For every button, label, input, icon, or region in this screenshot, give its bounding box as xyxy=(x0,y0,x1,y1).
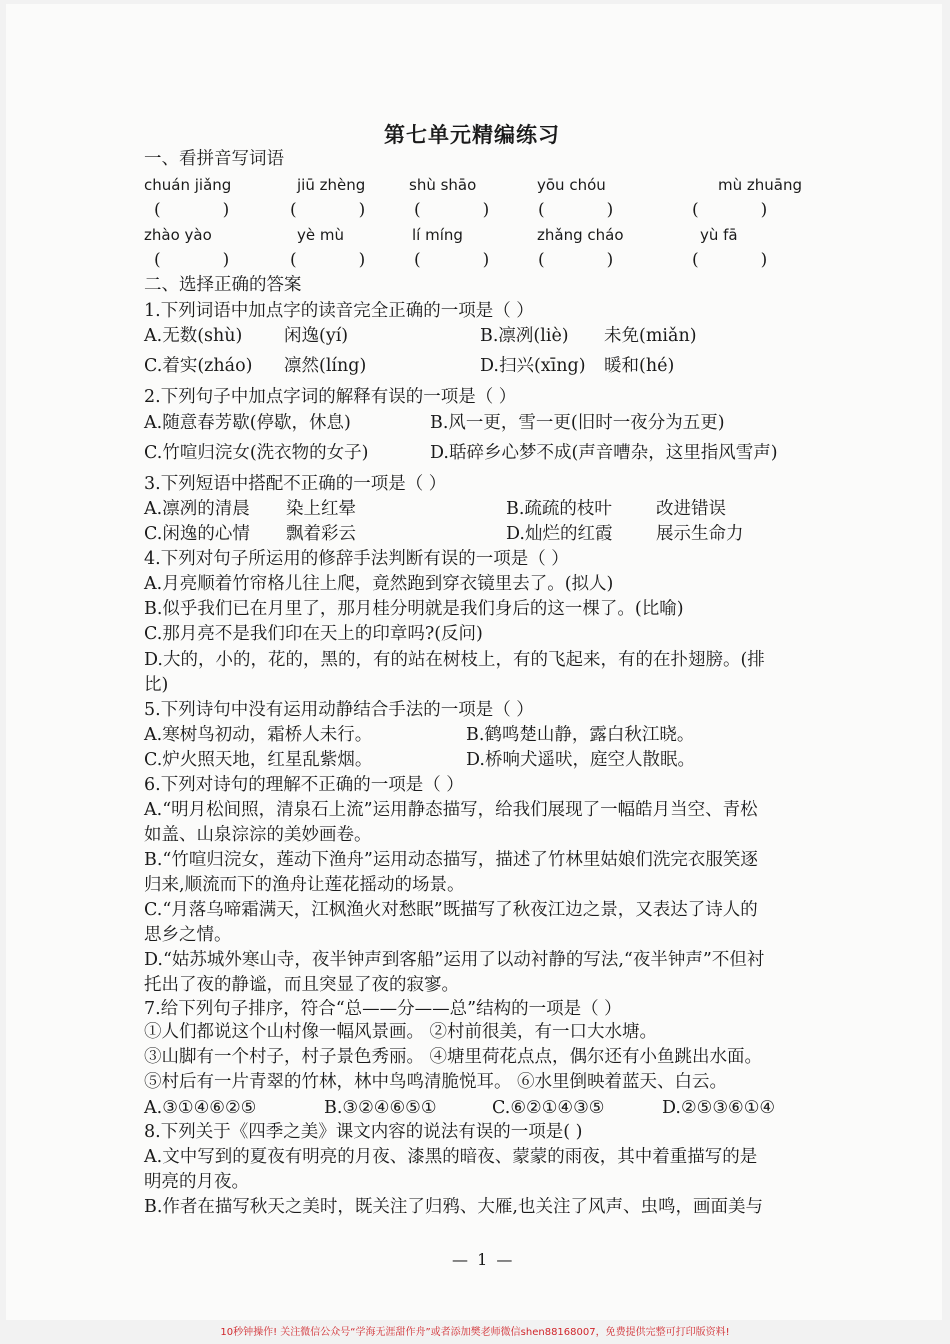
q6-option-d-cont: 托出了夜的静谧，而且突显了夜的寂寥。 xyxy=(144,975,459,995)
q1-option-d-word2: 暖和(hé) xyxy=(604,356,675,376)
q6-option-c[interactable]: C.“月落乌啼霜满天，江枫渔火对愁眠”既描写了秋夜江边之景，又表达了诗人的 xyxy=(144,900,758,920)
q8-option-b[interactable]: B.作者在描写秋天之美时，既关注了归鸦、大雁,也关注了风声、虫鸣，画面美与 xyxy=(144,1197,763,1217)
q4-stem: 4.下列对句子所运用的修辞手法判断有误的一项是（ ） xyxy=(144,549,569,569)
q7-option-b[interactable]: B.③②④⑥⑤① xyxy=(324,1098,437,1118)
q4-option-d-cont: 比) xyxy=(144,675,169,695)
q2-option-a[interactable]: A.随意春芳歇(停歇，休息) xyxy=(144,413,351,433)
pinyin-1: chuán jiǎng xyxy=(144,176,232,194)
paren-open: ( xyxy=(414,250,421,270)
q2-option-b[interactable]: B.风一更，雪一更(旧时一夜分为五更) xyxy=(430,413,725,433)
q1-option-a[interactable]: A.无数(shù) xyxy=(144,326,243,346)
paren-open: ( xyxy=(290,250,297,270)
q7-stem: 7.给下列句子排序，符合“总——分——总”结构的一项是（ ） xyxy=(144,999,622,1019)
pinyin-8: lí míng xyxy=(412,226,463,244)
q2-stem: 2.下列句子中加点字词的解释有误的一项是（ ） xyxy=(144,387,517,407)
q4-option-d[interactable]: D.大的，小的，花的，黑的，有的站在树枝上，有的飞起来，有的在扑翅膀。(排 xyxy=(144,650,765,670)
q2-option-c[interactable]: C.竹喧归浣女(洗衣物的女子) xyxy=(144,443,369,463)
q5-option-b[interactable]: B.鹤鸣楚山静，露白秋江晓。 xyxy=(466,725,695,745)
answer-box-10[interactable] xyxy=(692,250,767,270)
q5-option-a[interactable]: A.寒树鸟初动，霜桥人未行。 xyxy=(144,725,373,745)
q3-option-c[interactable]: C.闲逸的心情 xyxy=(144,524,250,544)
page-number: — 1 — xyxy=(452,1250,515,1269)
q8-option-a[interactable]: A.文中写到的夏夜有明亮的月夜、漆黑的暗夜、蒙蒙的雨夜，其中着重描写的是 xyxy=(144,1147,758,1167)
pinyin-4: yōu chóu xyxy=(537,176,606,194)
q3-option-a[interactable]: A.凛冽的清晨 xyxy=(144,499,250,519)
answer-box-6[interactable] xyxy=(154,250,229,270)
q3-stem: 3.下列短语中搭配不正确的一项是（ ） xyxy=(144,474,447,494)
pinyin-3: shù shāo xyxy=(409,176,477,194)
answer-box-9[interactable] xyxy=(538,250,613,270)
paren-close: ) xyxy=(606,250,614,270)
q3-option-d[interactable]: D.灿烂的红霞 xyxy=(506,524,613,544)
q3-option-b-phrase2: 改进错误 xyxy=(656,499,726,519)
answer-box-8[interactable] xyxy=(414,250,489,270)
paren-open: ( xyxy=(154,200,161,220)
answer-box-1[interactable] xyxy=(154,200,229,220)
answer-box-2[interactable] xyxy=(290,200,365,220)
q4-option-a[interactable]: A.月亮顺着竹帘格儿往上爬，竟然跑到穿衣镜里去了。(拟人) xyxy=(144,574,614,594)
pinyin-10: yù fā xyxy=(700,226,738,244)
paren-open: ( xyxy=(692,250,699,270)
pinyin-2: jiū zhèng xyxy=(297,176,366,194)
q2-option-d[interactable]: D.聒碎乡心梦不成(声音嘈杂，这里指风雪声) xyxy=(430,443,778,463)
q6-option-c-cont: 思乡之情。 xyxy=(144,925,232,945)
q3-option-c-phrase2: 飘着彩云 xyxy=(286,524,356,544)
paren-close: ) xyxy=(358,200,366,220)
q7-option-d[interactable]: D.②⑤③⑥①④ xyxy=(662,1098,776,1118)
q5-option-c[interactable]: C.炉火照天地，红星乱紫烟。 xyxy=(144,750,373,770)
q1-option-c[interactable]: C.着实(zháo) xyxy=(144,356,253,376)
section1-heading: 一、看拼音写词语 xyxy=(144,149,284,169)
q6-option-a-cont: 如盖、山泉淙淙的美妙画卷。 xyxy=(144,825,372,845)
paren-close: ) xyxy=(760,250,768,270)
paren-open: ( xyxy=(154,250,161,270)
q3-option-a-phrase2: 染上红晕 xyxy=(286,499,356,519)
q7-sentences-1: ①人们都说这个山村像一幅风景画。 ②村前很美，有一口大水塘。 xyxy=(144,1022,658,1042)
paren-open: ( xyxy=(538,250,545,270)
answer-box-3[interactable] xyxy=(414,200,489,220)
q6-stem: 6.下列对诗句的理解不正确的一项是（ ） xyxy=(144,775,464,795)
answer-box-5[interactable] xyxy=(692,200,767,220)
q1-option-a-word2: 闲逸(yí) xyxy=(284,326,349,346)
answer-box-4[interactable] xyxy=(538,200,613,220)
paren-open: ( xyxy=(290,200,297,220)
q7-sentences-3: ⑤村后有一片青翠的竹林，林中鸟鸣清脆悦耳。 ⑥水里倒映着蓝天、白云。 xyxy=(144,1072,728,1092)
q8-option-a-cont: 明亮的月夜。 xyxy=(144,1172,249,1192)
section2-heading: 二、选择正确的答案 xyxy=(144,275,302,295)
pinyin-6: zhào yào xyxy=(144,226,212,244)
paren-open: ( xyxy=(692,200,699,220)
q6-option-d[interactable]: D.“姑苏城外寒山寺，夜半钟声到客船”运用了以动衬静的写法,“夜半钟声”不但衬 xyxy=(144,950,765,970)
paren-close: ) xyxy=(222,200,230,220)
q4-option-c[interactable]: C.那月亮不是我们印在天上的印章吗?(反问) xyxy=(144,624,483,644)
q5-stem: 5.下列诗句中没有运用动静结合手法的一项是（ ） xyxy=(144,700,534,720)
paren-close: ) xyxy=(482,200,490,220)
q8-stem: 8.下列关于《四季之美》课文内容的说法有误的一项是( ) xyxy=(144,1122,583,1142)
q1-option-d[interactable]: D.扫兴(xīng) xyxy=(480,356,586,376)
footer-notice: 10秒钟操作! 关注微信公众号“学海无涯甜作舟”或者添加樊老师微信shen88168007，免费提供完整可打印版资料! xyxy=(220,1327,730,1338)
q7-option-c[interactable]: C.⑥②①④③⑤ xyxy=(492,1098,605,1118)
q6-option-a[interactable]: A.“明月松间照，清泉石上流”运用静态描写，给我们展现了一幅皓月当空、青松 xyxy=(144,800,758,820)
q3-option-d-phrase2: 展示生命力 xyxy=(656,524,744,544)
q3-option-b[interactable]: B.疏疏的枝叶 xyxy=(506,499,612,519)
q4-option-b[interactable]: B.似乎我们已在月里了，那月桂分明就是我们身后的这一棵了。(比喻) xyxy=(144,599,684,619)
pinyin-5: mù zhuāng xyxy=(718,176,802,194)
q5-option-d[interactable]: D.桥响犬遥吠，庭空人散眠。 xyxy=(466,750,695,770)
paren-close: ) xyxy=(482,250,490,270)
paren-close: ) xyxy=(606,200,614,220)
paren-close: ) xyxy=(358,250,366,270)
paren-close: ) xyxy=(222,250,230,270)
q7-sentences-2: ③山脚有一个村子，村子景色秀丽。 ④塘里荷花点点，偶尔还有小鱼跳出水面。 xyxy=(144,1047,763,1067)
q6-option-b-cont: 归来,顺流而下的渔舟让莲花摇动的场景。 xyxy=(144,875,465,895)
q7-option-a[interactable]: A.③①④⑥②⑤ xyxy=(144,1098,257,1118)
paren-close: ) xyxy=(760,200,768,220)
q1-stem: 1.下列词语中加点字的读音完全正确的一项是（ ） xyxy=(144,301,534,321)
pinyin-7: yè mù xyxy=(297,226,344,244)
pinyin-9: zhǎng cháo xyxy=(537,226,624,244)
q1-option-b[interactable]: B.凛冽(liè) xyxy=(480,326,569,346)
paren-open: ( xyxy=(414,200,421,220)
page-title: 第七单元精编练习 xyxy=(384,122,560,147)
q6-option-b[interactable]: B.“竹喧归浣女，莲动下渔舟”运用动态描写，描述了竹林里姑娘们洗完衣服笑逐 xyxy=(144,850,758,870)
answer-box-7[interactable] xyxy=(290,250,365,270)
q1-option-b-word2: 未免(miǎn) xyxy=(604,326,697,346)
q1-option-c-word2: 凛然(líng) xyxy=(284,356,367,376)
paren-open: ( xyxy=(538,200,545,220)
